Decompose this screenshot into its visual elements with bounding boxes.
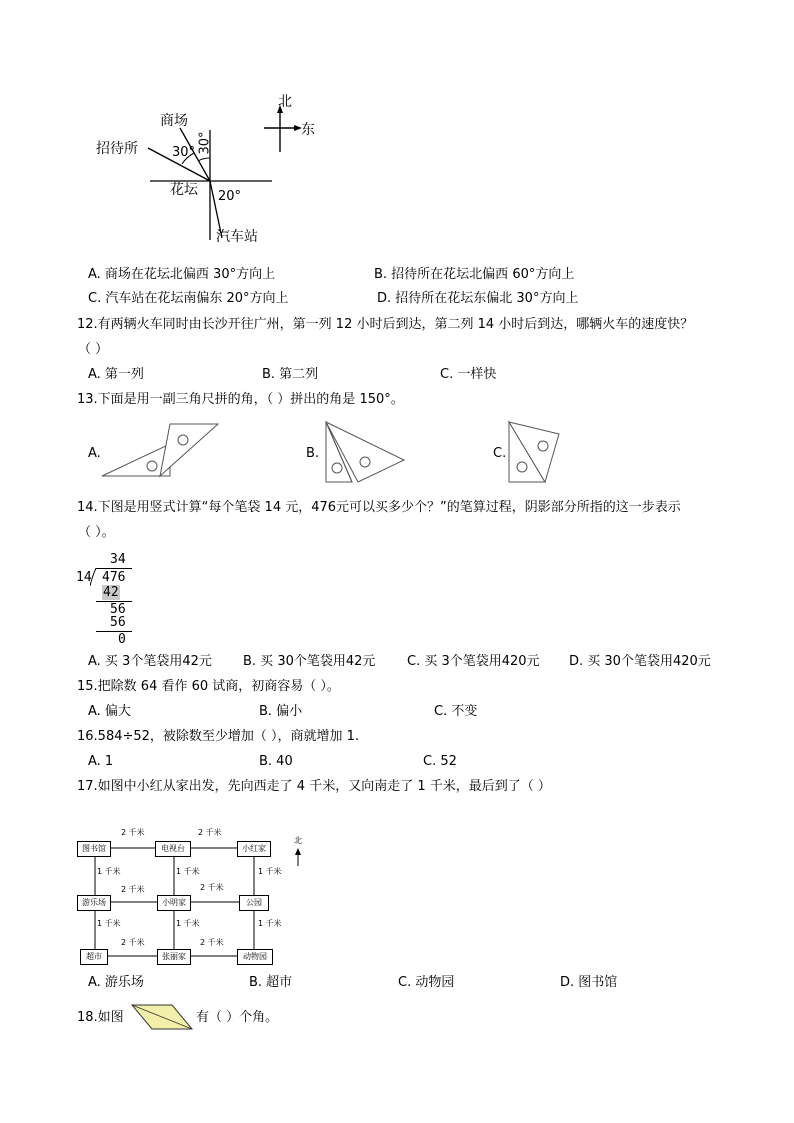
q13-option-a: A. bbox=[88, 446, 101, 461]
shaded-step: 42 bbox=[103, 585, 119, 600]
q14-option-d: D. 买 30个笔袋用420元 bbox=[569, 654, 711, 669]
divisor: 14 bbox=[76, 570, 92, 585]
map-dist-h5: 2 千米 bbox=[121, 938, 145, 947]
label-north: 北 bbox=[278, 94, 292, 110]
parallelogram-shape bbox=[130, 1002, 194, 1032]
map-place-zoo: 动物园 bbox=[237, 949, 273, 965]
angle-label-3: 20° bbox=[218, 189, 242, 204]
angle-label-1: 30° bbox=[172, 145, 196, 160]
q12-bracket: （ ） bbox=[78, 342, 109, 357]
map-place-amusement-park: 游乐场 bbox=[77, 895, 111, 911]
map-place-zhangli-home: 张丽家 bbox=[157, 949, 191, 965]
q17-option-d: D. 图书馆 bbox=[560, 975, 618, 990]
q12-option-a: A. 第一列 bbox=[88, 367, 144, 382]
map-dist-h3: 2 千米 bbox=[121, 885, 145, 894]
q12-option-c: C. 一样快 bbox=[440, 367, 497, 382]
direction-diagram bbox=[90, 90, 330, 250]
q14-bracket: （ ）。 bbox=[78, 525, 115, 540]
q14-text: 14.下图是用竖式计算“每个笔袋 14 元，476元可以买多少个？”的笔算过程，阴影部分所指的这一步表示 bbox=[77, 500, 681, 515]
map-dist-v4: 1 千米 bbox=[97, 919, 121, 928]
angle-label-2: 30° bbox=[197, 131, 213, 155]
quotient: 34 bbox=[110, 552, 126, 567]
angle-arc-1 bbox=[198, 158, 210, 161]
step-value-2: 56 bbox=[110, 602, 126, 617]
map-north-arrow-icon bbox=[295, 848, 301, 855]
map-dist-h4: 2 千米 bbox=[200, 883, 224, 892]
q16-option-c: C. 52 bbox=[423, 754, 457, 769]
q11-option-c: C. 汽车站在花坛南偏东 20°方向上 bbox=[88, 291, 289, 306]
label-guesthouse: 招待所 bbox=[96, 141, 138, 157]
map-dist-h6: 2 千米 bbox=[200, 938, 224, 947]
q18-suffix: 有（ ）个角。 bbox=[196, 1010, 279, 1025]
q11-option-b: B. 招待所在花坛北偏西 60°方向上 bbox=[374, 267, 575, 282]
q11-option-d: D. 招待所在花坛东偏北 30°方向上 bbox=[377, 291, 579, 306]
q17-option-c: C. 动物园 bbox=[398, 975, 455, 990]
q13-option-b: B. bbox=[306, 446, 320, 461]
map-dist-h2: 2 千米 bbox=[198, 828, 222, 837]
q14-option-b: B. 买 30个笔袋用42元 bbox=[243, 654, 376, 669]
label-busstation: 汽车站 bbox=[216, 229, 258, 245]
set-square-c bbox=[505, 420, 565, 486]
q17-text: 17.如图中小红从家出发，先向西走了 4 千米，又向南走了 1 千米，最后到了（ ） bbox=[77, 779, 551, 794]
map-place-xiaohong-home: 小红家 bbox=[237, 841, 271, 857]
q14-option-a: A. 买 3个笔袋用42元 bbox=[88, 654, 212, 669]
q12-text: 12.有两辆火车同时由长沙开往广州，第一列 12 小时后到达，第二列 14 小时后到达，哪辆火车的速度快？ bbox=[77, 317, 694, 332]
map-place-park: 公园 bbox=[239, 895, 269, 911]
q18-prefix: 18.如图 bbox=[77, 1010, 124, 1025]
map-place-supermarket: 超市 bbox=[80, 949, 108, 965]
q14-option-c: C. 买 3个笔袋用420元 bbox=[407, 654, 540, 669]
map-dist-h1: 2 千米 bbox=[121, 828, 145, 837]
set-square-b bbox=[322, 420, 412, 486]
map-dist-v1: 1 千米 bbox=[97, 867, 121, 876]
map-dist-v6: 1 千米 bbox=[258, 919, 282, 928]
map-dist-v5: 1 千米 bbox=[176, 919, 200, 928]
q15-option-a: A. 偏大 bbox=[88, 704, 131, 719]
q16-text: 16.584÷52，被除数至少增加（ ），商就增加 1. bbox=[77, 729, 360, 744]
map-dist-v3: 1 千米 bbox=[258, 867, 282, 876]
map-dist-v2: 1 千米 bbox=[176, 867, 200, 876]
q15-option-b: B. 偏小 bbox=[259, 704, 303, 719]
label-east: 东 bbox=[301, 122, 315, 138]
step-value-3: 56 bbox=[110, 615, 126, 630]
q16-option-b: B. 40 bbox=[259, 754, 293, 769]
q17-option-b: B. 超市 bbox=[249, 975, 293, 990]
q16-option-a: A. 1 bbox=[88, 754, 114, 769]
q15-text: 15.把除数 64 看作 60 试商，初商容易（ ）。 bbox=[77, 679, 340, 694]
q15-option-c: C. 不变 bbox=[434, 704, 478, 719]
remainder: 0 bbox=[118, 632, 126, 647]
q12-option-b: B. 第二列 bbox=[262, 367, 319, 382]
label-flowerbed: 花坛 bbox=[170, 182, 198, 198]
map-place-library: 图书馆 bbox=[77, 841, 111, 857]
dividend: 476 bbox=[102, 570, 126, 585]
q13-text: 13.下面是用一副三角尺拼的角，（ ）拼出的角是 150°。 bbox=[77, 392, 404, 407]
q17-option-a: A. 游乐场 bbox=[88, 975, 144, 990]
long-division bbox=[74, 550, 144, 646]
map-place-tv-station: 电视台 bbox=[155, 841, 191, 857]
q13-option-c: C. bbox=[493, 446, 507, 461]
map-place-xiaoming-home: 小明家 bbox=[157, 895, 191, 911]
set-square-a bbox=[100, 422, 222, 482]
map-north: 北 bbox=[294, 836, 302, 845]
q11-option-a: A. 商场在花坛北偏西 30°方向上 bbox=[88, 267, 276, 282]
division-bar bbox=[96, 568, 132, 569]
step-line-2 bbox=[96, 631, 132, 632]
label-mall: 商场 bbox=[160, 113, 188, 129]
